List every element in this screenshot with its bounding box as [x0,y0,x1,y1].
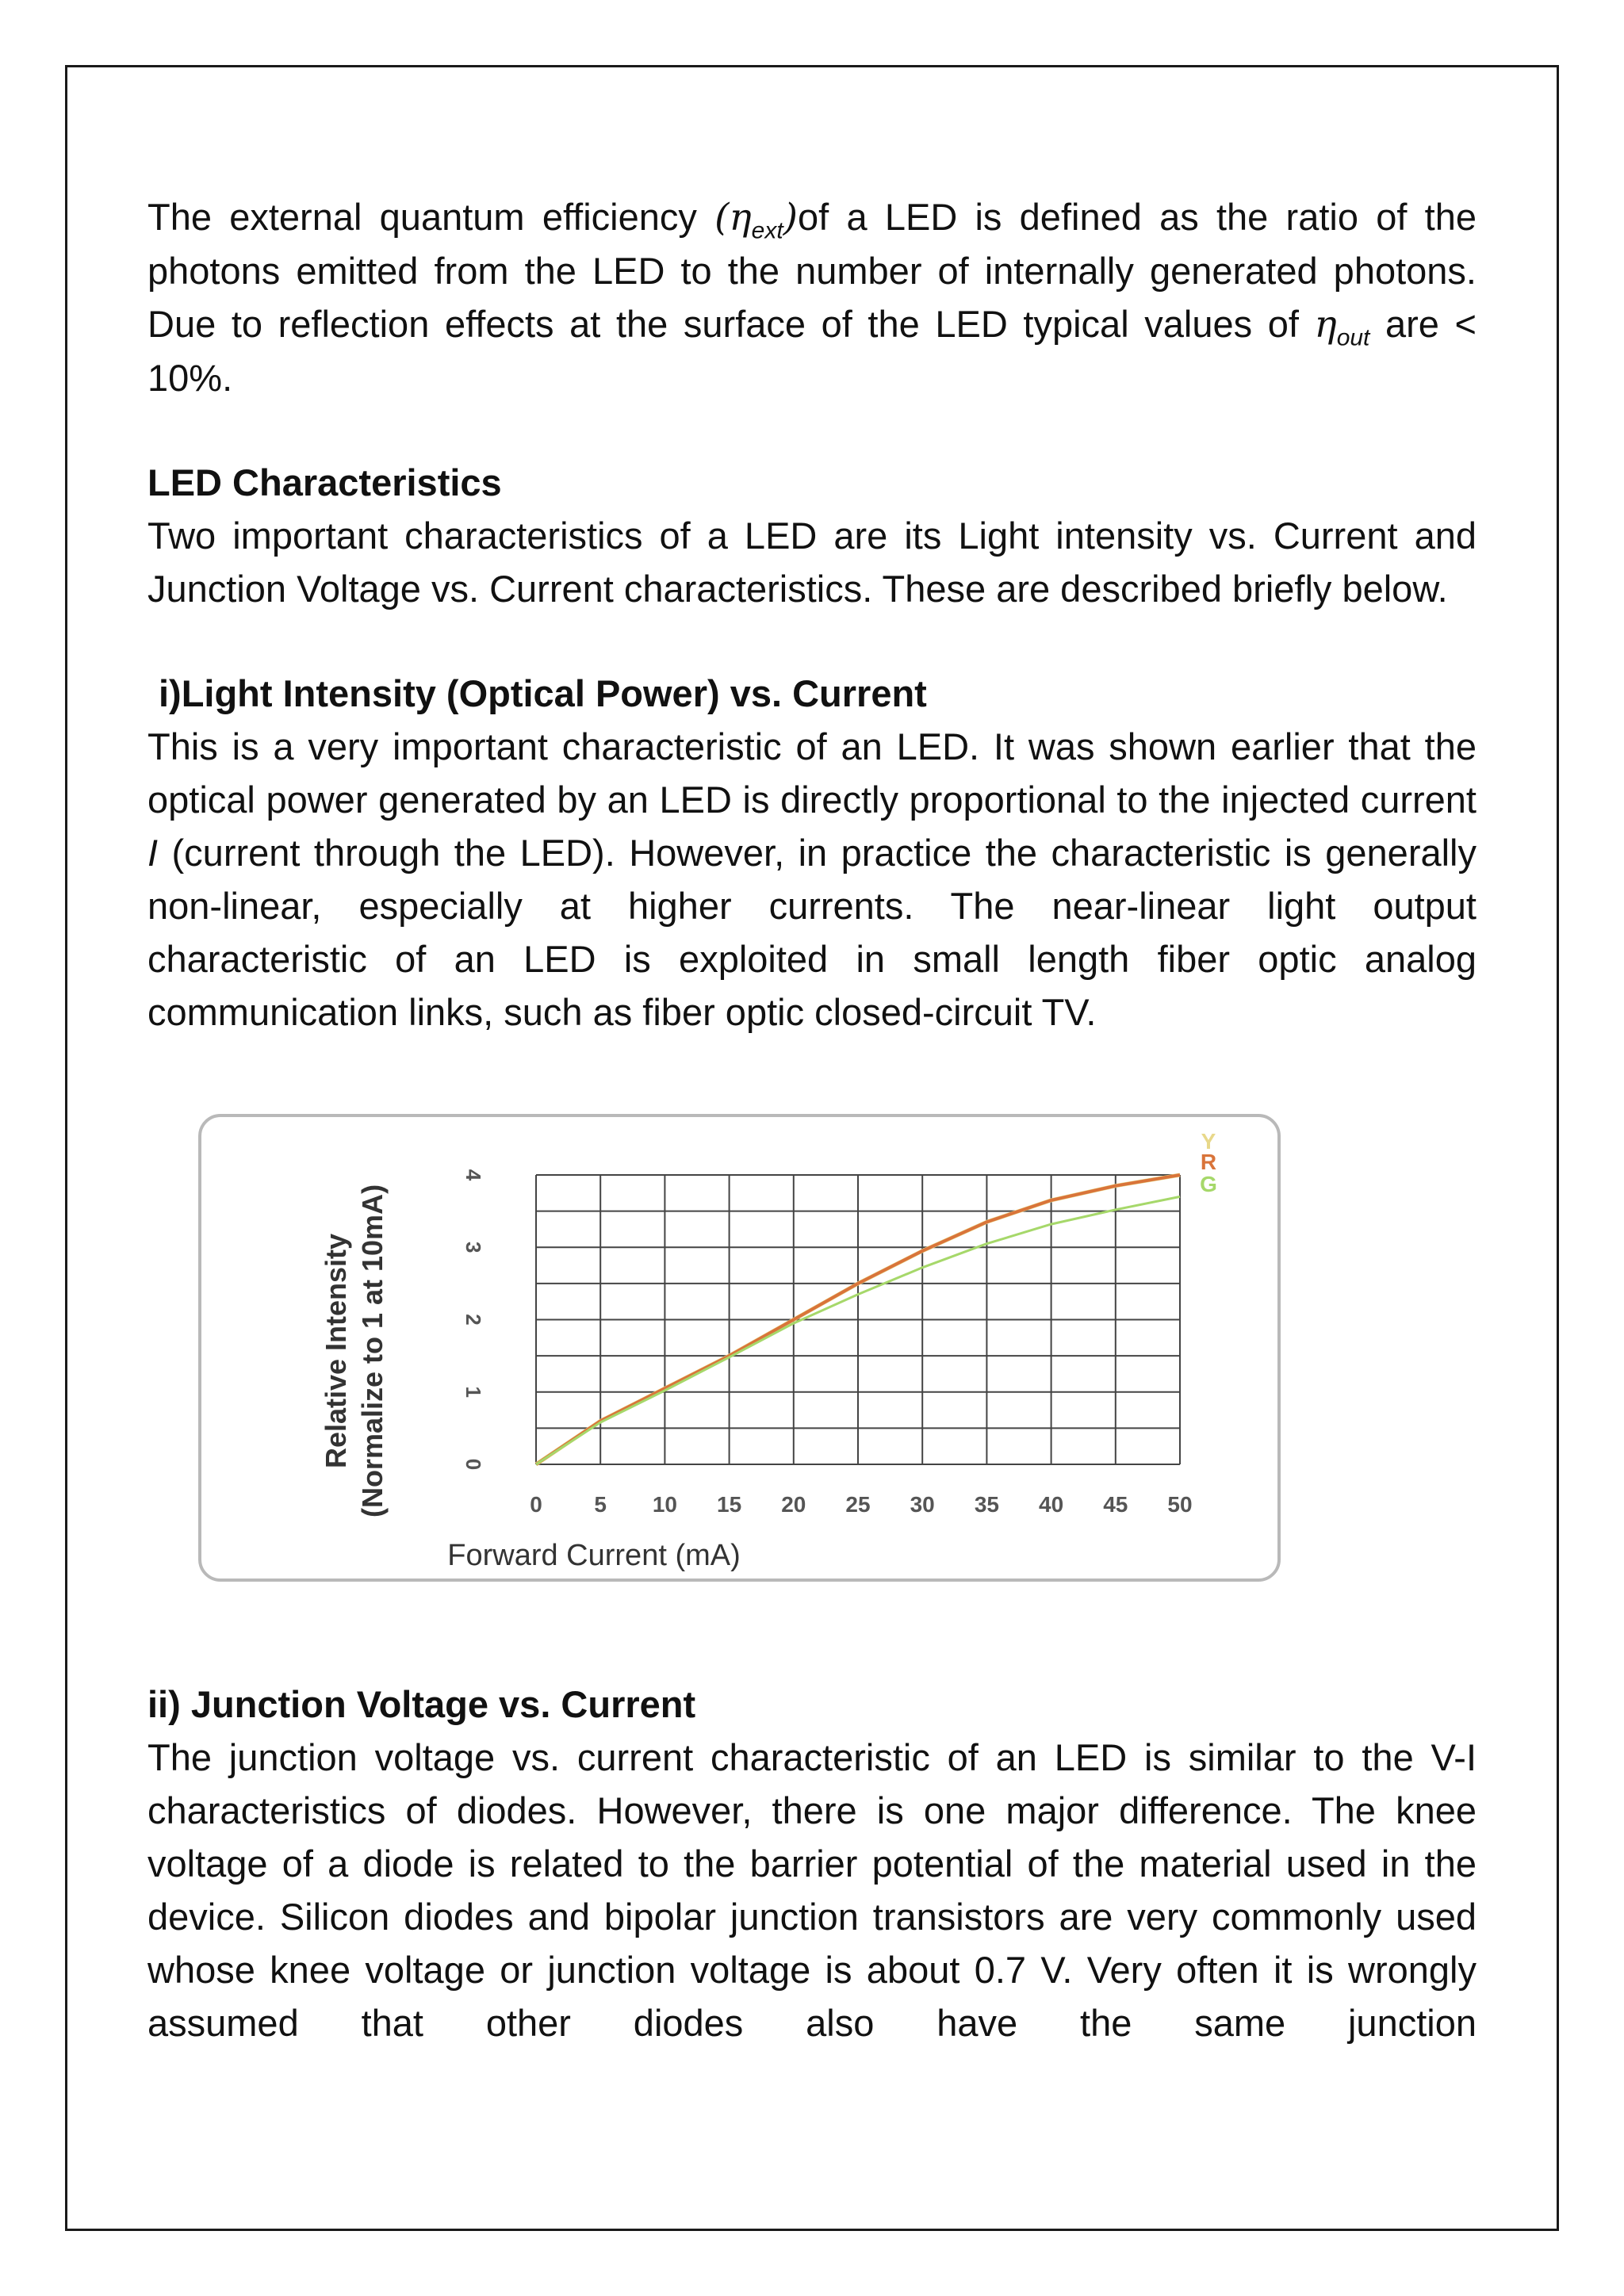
section-heading-junction-voltage: ii) Junction Voltage vs. Current [147,1683,696,1725]
y-tick-label: 1 [462,1386,485,1398]
eta-out-symbol: η [1314,303,1337,346]
y-tick-label: 3 [462,1242,485,1253]
x-tick-label: 5 [594,1492,607,1517]
x-tick-label: 30 [910,1492,935,1517]
legend-label-r: R [1200,1150,1217,1174]
x-tick-label: 10 [652,1492,677,1517]
y-axis-label-line1: Relative Intensity [320,1233,352,1469]
y-axis-label-line2: (Normalize to 1 at 10mA) [356,1184,389,1518]
eta-ext-symbol: η [729,196,752,239]
y-tick-label: 2 [462,1314,485,1326]
section-heading-light-intensity: i)Light Intensity (Optical Power) vs. Current [159,672,927,714]
chart-svg [201,1117,1284,1585]
chart-legend [1200,1129,1217,1196]
legend-label-g: G [1200,1172,1217,1196]
x-tick-label: 40 [1039,1492,1064,1517]
document-body-continued [147,1678,1477,2049]
y-tick-label: 4 [462,1169,485,1181]
current-symbol: I [147,832,159,874]
x-tick-label: 45 [1103,1492,1128,1517]
x-tick-label: 50 [1167,1492,1193,1517]
intro-paragraph: The external quantum efficiency $(\eta_{ext})of$ a LED is defined as the ratio of the photons emitted from the LED to the number of internally generated photons. Due to reflection effects at the surface of the LED typical values of $\eta_{out}$ are < 10%. [147,196,1477,399]
x-tick-label: 25 [845,1492,871,1517]
legend-label-y: Y [1201,1129,1216,1154]
chart-grid [536,1175,1180,1464]
x-tick-label: 15 [717,1492,742,1517]
x-axis-label: Forward Current (mA) [447,1539,741,1572]
junction-voltage-paragraph: The junction voltage vs. current characteristic of an LED is similar to the V-I characteristics of diodes. However, there is one major difference. The knee voltage of a diode is related to the barrier potential of the material used in the device. Silicon diodes and bipolar junction transistors are very commonly used whose knee voltage or junction voltage is about 0.7 V. Very often it is wrongly assumed that other diodes also have the same junction [147,1736,1477,2044]
light-intensity-paragraph: This is a very important characteristic of an LED. It was shown earlier that the optical power generated by an LED is directly proportional to the injected current I (current through the LED). However, in practice the characteristic is generally non-linear, especially at higher currents. The near-linear light output characteristic of an LED is exploited in small length fiber optic analog communication links, such as fiber optic closed-circuit TV. [147,725,1477,1033]
section-heading-led-characteristics: LED Characteristics [147,461,502,503]
x-tick-label: 20 [781,1492,806,1517]
intensity-vs-current-chart [198,1114,1281,1582]
y-tick-label: 0 [462,1458,485,1471]
x-tick-label: 35 [974,1492,999,1517]
led-characteristics-paragraph: Two important characteristics of a LED are its Light intensity vs. Current and Junction Voltage vs. Current characteristics. These are described briefly below. [147,515,1477,610]
x-tick-label: 0 [530,1492,542,1517]
document-body [147,190,1477,1039]
